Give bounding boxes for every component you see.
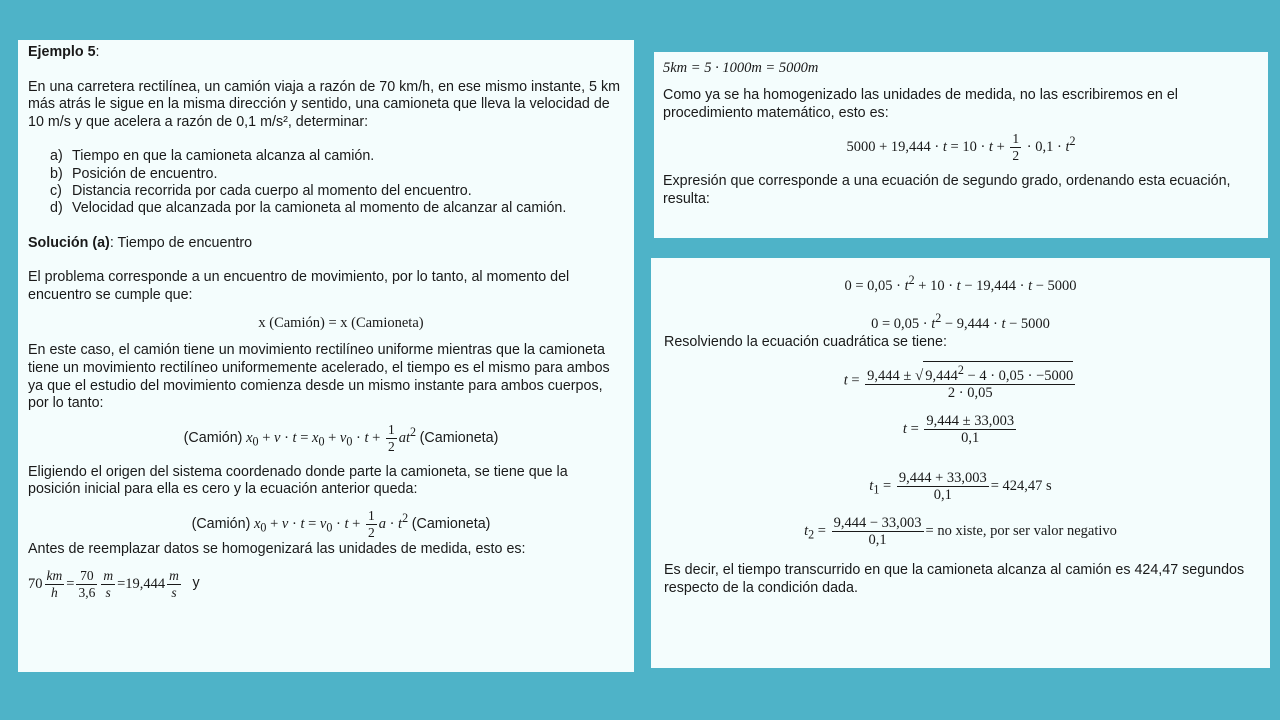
equation-unit-conversion: 70 $\frac{km}{h}$ = $\frac{70}{3,6}$ $\frac{m}{s}$ =19,444 $\frac{m}{s}$ y bbox=[28, 567, 200, 600]
equation-km-conversion: 5km = 5 · 1000m = 5000m bbox=[663, 60, 819, 76]
equation-positions: (Camión) $x_0 + v \cdot t = x_0 + v_0 \cdot t$ + $\frac{1}{2}$ $at^2$ (Camioneta) bbox=[183, 421, 499, 454]
paragraph-second-degree: Expresión que corresponde a una ecuación de segundo grado, ordenando esta ecuación, resulta: bbox=[663, 173, 1231, 207]
solution-subtitle: : Tiempo de encuentro bbox=[109, 234, 253, 251]
solution-heading bbox=[28, 235, 624, 253]
paragraph-motion-types: En este caso, el camión tiene un movimiento rectilíneo uniforme mientras que la camioneta tiene un movimiento rectilíneo uniformemente acelerado, el tiempo es el mismo para ambos ya que el estudio del movimiento comienza desde un mismo instante para ambos cuerpos, por lo tanto: bbox=[28, 342, 610, 412]
equation-encounter: x (Camión) = x (Camioneta) bbox=[258, 315, 424, 332]
equation-t-simplified: t = $\frac{9,444 \pm 33,003}{0,1}$ bbox=[902, 413, 1015, 447]
equation-t2: $t_2$ = $\frac{9,444 - 33,003}{0,1}$ = no xiste, por ser valor negativo bbox=[804, 515, 1117, 549]
paragraph-solving: Resolviendo la ecuación cuadrática se tiene: bbox=[664, 333, 947, 350]
paragraph-units: Antes de reemplazar datos se homogenizará las unidades de medida, esto es: bbox=[28, 540, 526, 557]
equation-origin: (Camión) $x_0 + v \cdot t = v_0 \cdot t$ + $\frac{1}{2}$ $a \cdot t^2$ (Camioneta) bbox=[191, 507, 491, 540]
question-item: d) Velocidad que alcanzada por la camioneta al momento de alcanzar al camión. bbox=[50, 200, 567, 217]
equation-quadratic-1: $0 = 0,05 \cdot t^2 + 10 \cdot t - 19,444 \cdot t - 5000$ bbox=[844, 273, 1077, 294]
paragraph-conclusion: Es decir, el tiempo transcurrido en que la camioneta alcanza al camión es 424,47 segundos respecto de la condición dada. bbox=[664, 562, 1245, 596]
question-item: a) Tiempo en que la camioneta alcanza al camión. bbox=[50, 148, 375, 165]
example-heading-label: Ejemplo 5 bbox=[28, 44, 96, 60]
paragraph-origin: Eligiendo el origen del sistema coordenado donde parte la camioneta, se tiene que la posición inicial para ella es cero y la ecuación anterior queda: bbox=[28, 463, 568, 498]
paragraph-encounter: El problema corresponde a un encuentro de movimiento, por lo tanto, al momento del encuentro se cumple que: bbox=[28, 269, 570, 303]
paragraph-homogenized: Como ya se ha homogenizado las unidades de medida, no las escribiremos en el procedimiento matemático, esto es: bbox=[663, 87, 1178, 121]
equation-quadratic-formula: t = $\frac{9,444 \pm √ 9,444^2 - 4 \cdot 0,05 \cdot -5000}{2 \cdot 0,05}$ bbox=[843, 363, 1074, 402]
top-right-page-panel bbox=[654, 52, 1268, 238]
example-heading bbox=[28, 44, 624, 62]
left-page-panel bbox=[18, 40, 634, 672]
solution-label: Solución (a) bbox=[28, 234, 110, 251]
bottom-right-page-panel bbox=[651, 258, 1270, 668]
equation-quadratic-2: $0 = 0,05 \cdot t^2 - 9,444 \cdot t - 5000$ bbox=[871, 310, 1050, 332]
question-item: b) Posición de encuentro. bbox=[50, 165, 218, 182]
example-heading-colon: : bbox=[95, 44, 100, 60]
question-list bbox=[28, 148, 624, 217]
problem-statement: En una carretera rectilínea, un camión viaja a razón de 70 km/h, en ese mismo instante, 5 km más atrás le sigue en la misma dirección y sentido, una camioneta que lleva la velocidad de 10 m/s y que acelera a razón de 0,1 m/s², determinar: bbox=[28, 78, 621, 130]
equation-substituted: 5000 + 19,444 · t = 10 · t + $\frac{1}{2}$ · $0,1 \cdot t^2$ bbox=[846, 131, 1076, 164]
question-item: c) Distancia recorrida por cada cuerpo al momento del encuentro. bbox=[50, 182, 472, 199]
equation-t1: $t_1$ = $\frac{9,444 + 33,003}{0,1}$ = 424,47 s bbox=[869, 470, 1052, 504]
